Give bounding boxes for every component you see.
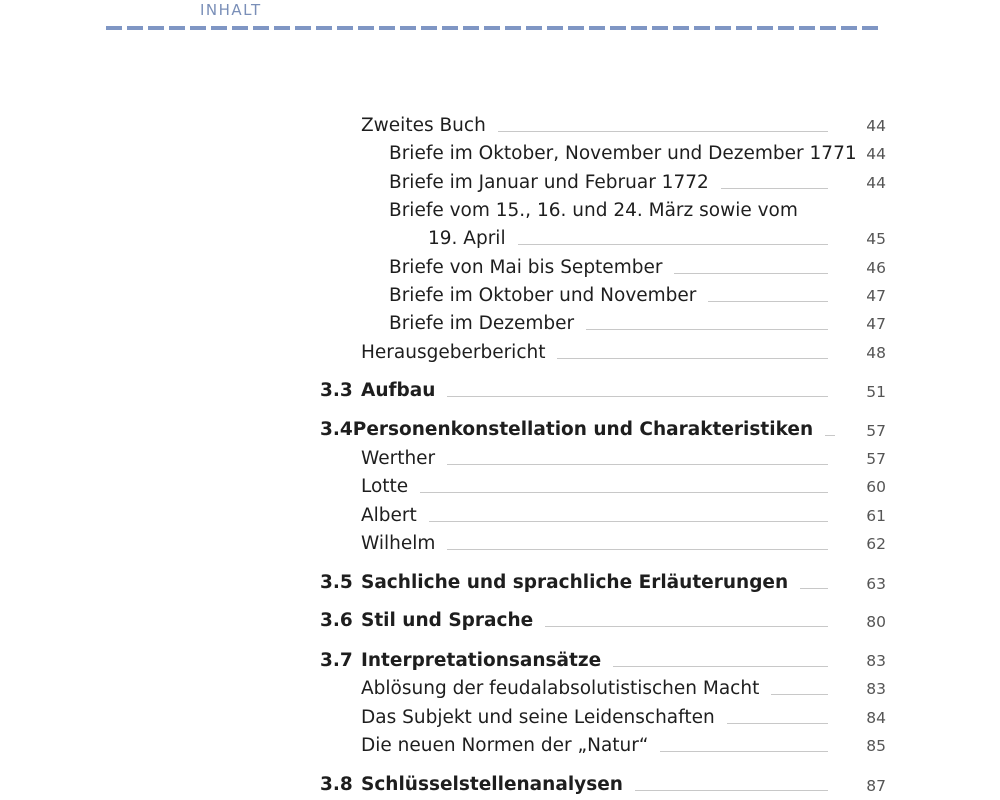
- toc-entry-page: 83: [866, 652, 886, 670]
- dot-leader: [447, 396, 828, 397]
- dot-leader: [721, 188, 828, 189]
- toc-entry-albert[interactable]: [361, 504, 846, 528]
- dot-leader: [545, 626, 828, 627]
- toc-entry-page: 61: [866, 507, 886, 525]
- toc-entry-title-line1[interactable]: Briefe vom 15., 16. und 24. März sowie vom: [389, 200, 798, 221]
- toc-entry-title: Albert: [361, 505, 417, 526]
- toc-entry-page: 57: [866, 422, 886, 440]
- toc-entry-page: 62: [866, 535, 886, 553]
- dot-leader: [557, 358, 828, 359]
- toc-entry-title: Interpretationsansätze: [361, 650, 602, 671]
- toc-entry-herausgeberbericht[interactable]: [361, 341, 846, 365]
- toc-entry-subjekt[interactable]: [361, 706, 846, 730]
- toc-section-number: 3.4: [320, 419, 353, 440]
- toc-entry-page: 44: [866, 174, 886, 192]
- toc-entry-briefe-oktober-november[interactable]: [389, 284, 846, 308]
- toc-entry-title: Lotte: [361, 476, 409, 497]
- toc-section-3-5[interactable]: [320, 571, 846, 595]
- toc-entry-page: 46: [866, 259, 886, 277]
- toc-entry-title: Sachliche und sprachliche Erläuterungen: [361, 572, 789, 593]
- toc-entry-title: Aufbau: [361, 380, 436, 401]
- toc-entry-title: 19. April: [428, 228, 506, 249]
- toc-entry-page: 44: [866, 117, 886, 135]
- toc-entry-briefe-mai-september[interactable]: [389, 256, 846, 280]
- toc-entry-page: 85: [866, 737, 886, 755]
- toc-entry-title: Werther: [361, 448, 436, 469]
- toc-entry-briefe-oktober-1771[interactable]: [389, 142, 857, 166]
- dot-leader: [825, 435, 835, 436]
- toc-entry-title: Ablösung der feudalabsolutistischen Macht: [361, 678, 760, 699]
- toc-entry-title: Briefe im Oktober, November und Dezember 1771: [389, 143, 857, 164]
- toc-entry-page: 45: [866, 230, 886, 248]
- toc-entry-briefe-januar-1772[interactable]: [389, 171, 846, 195]
- dot-leader: [429, 521, 828, 522]
- toc-section-3-3[interactable]: [320, 379, 846, 403]
- dot-leader: [800, 588, 828, 589]
- toc-section-3-7[interactable]: [320, 649, 846, 673]
- toc-entry-page: 60: [866, 478, 886, 496]
- toc-entry-briefe-dezember[interactable]: [389, 312, 846, 336]
- toc-entry-page: 47: [866, 315, 886, 333]
- toc-entry-page: 84: [866, 709, 886, 727]
- toc-entry-title: Das Subjekt und seine Leidenschaften: [361, 707, 715, 728]
- dot-leader: [660, 751, 828, 752]
- toc-entry-werther[interactable]: [361, 447, 846, 471]
- toc-section-number: 3.6: [320, 610, 353, 631]
- dot-leader: [635, 790, 828, 791]
- toc-section-3-6[interactable]: [320, 609, 846, 633]
- toc-entry-page: 44: [866, 145, 886, 163]
- toc-entry-briefe-maerz-april[interactable]: [428, 227, 846, 251]
- dot-leader: [727, 723, 828, 724]
- toc-entry-normen-natur[interactable]: [361, 734, 846, 758]
- toc-section-3-4[interactable]: [320, 418, 846, 442]
- toc-entry-page: 87: [866, 777, 886, 795]
- toc-entry-wilhelm[interactable]: [361, 532, 846, 556]
- toc-section-number: 3.8: [320, 774, 353, 795]
- dot-leader: [586, 329, 828, 330]
- toc-entry-page: 51: [866, 383, 886, 401]
- toc-entry-lotte[interactable]: [361, 475, 846, 499]
- dot-leader: [498, 131, 828, 132]
- dot-leader: [708, 301, 828, 302]
- toc-section-number: 3.5: [320, 572, 353, 593]
- dot-leader: [518, 244, 828, 245]
- toc-section-number: 3.7: [320, 650, 353, 671]
- toc-entry-page: 48: [866, 344, 886, 362]
- toc-entry-page: 63: [866, 575, 886, 593]
- dot-leader: [420, 492, 828, 493]
- dot-leader: [447, 549, 828, 550]
- toc-entry-zweites-buch[interactable]: [361, 114, 846, 138]
- toc-entry-title: Personenkonstellation und Charakteristiken: [352, 419, 814, 440]
- toc-entry-title: Briefe von Mai bis September: [389, 257, 663, 278]
- toc-entry-title: Wilhelm: [361, 533, 436, 554]
- dot-leader: [447, 464, 828, 465]
- toc-entry-title: Herausgeberbericht: [361, 342, 546, 363]
- dot-leader: [613, 666, 828, 667]
- toc-entry-page: 57: [866, 450, 886, 468]
- toc-entry-title: Stil und Sprache: [361, 610, 534, 631]
- toc-section-3-8[interactable]: [320, 773, 846, 797]
- running-head: INHALT: [200, 1, 262, 19]
- toc-entry-title: Schlüsselstellenanalysen: [361, 774, 623, 795]
- toc-entry-abloesung[interactable]: [361, 677, 846, 701]
- dot-leader: [674, 273, 828, 274]
- toc-entry-page: 80: [866, 613, 886, 631]
- toc-entry-title: Briefe im Januar und Februar 1772: [389, 172, 709, 193]
- toc-entry-page: 83: [866, 680, 886, 698]
- toc-entry-title: Briefe im Dezember: [389, 313, 575, 334]
- toc-entry-title: Zweites Buch: [361, 115, 486, 136]
- dot-leader: [771, 694, 828, 695]
- toc-section-number: 3.3: [320, 380, 353, 401]
- toc-entry-title: Briefe im Oktober und November: [389, 285, 697, 306]
- toc-entry-page: 47: [866, 287, 886, 305]
- toc-entry-title: Die neuen Normen der „Natur“: [361, 735, 649, 756]
